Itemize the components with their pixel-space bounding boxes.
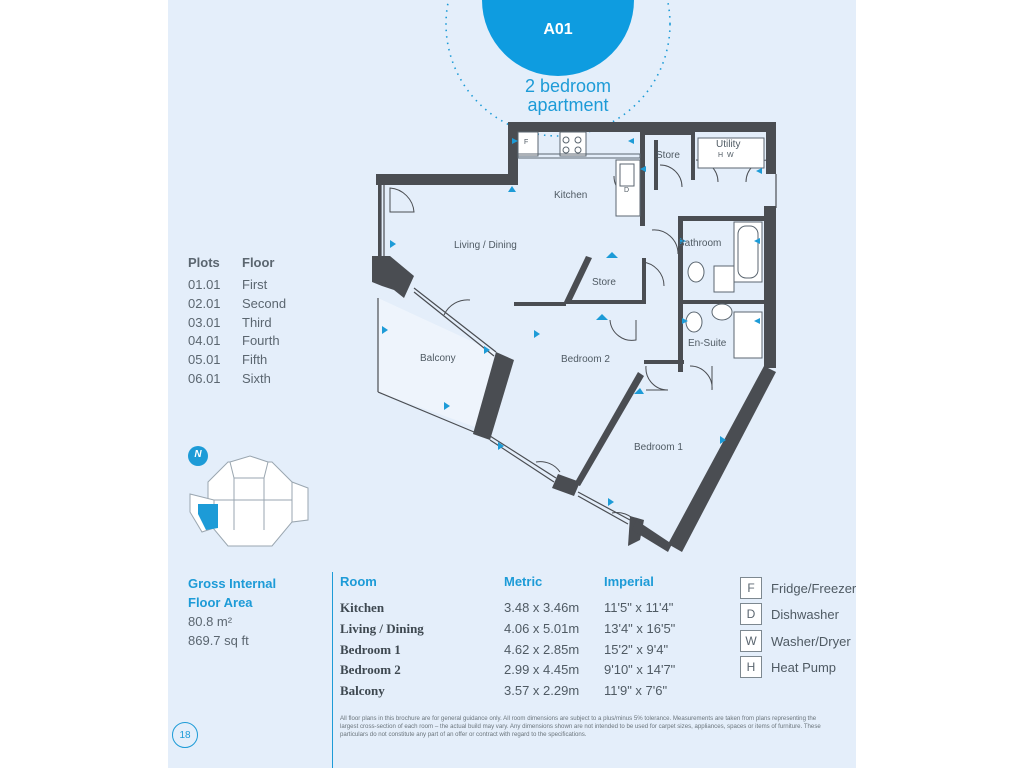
schedule-metric-column bbox=[504, 598, 579, 702]
plot-number: 04.01 bbox=[188, 333, 221, 349]
plot-number: 05.01 bbox=[188, 352, 221, 368]
label-balcony: Balcony bbox=[420, 353, 456, 364]
legend-key: W bbox=[740, 630, 762, 652]
label-store-top: Store bbox=[656, 150, 680, 161]
floor-name: Fourth bbox=[242, 333, 280, 349]
gross-area-values bbox=[188, 612, 249, 650]
schedule-header-imperial: Imperial bbox=[604, 574, 654, 589]
floors-column bbox=[242, 276, 286, 389]
unit-type-line2: apartment bbox=[527, 95, 609, 115]
plots-header: Plots bbox=[188, 255, 220, 270]
plot-number: 06.01 bbox=[188, 370, 221, 386]
label-dishwasher-mark: D bbox=[624, 187, 630, 194]
label-kitchen: Kitchen bbox=[554, 190, 588, 201]
floor-header: Floor bbox=[242, 255, 275, 270]
label-bathroom: Bathroom bbox=[678, 238, 722, 249]
label-bedroom-2: Bedroom 2 bbox=[561, 354, 610, 365]
legend-label: Dishwasher bbox=[771, 606, 839, 622]
legend-key: D bbox=[740, 603, 762, 625]
unit-type-line1: 2 bedroom bbox=[524, 76, 612, 96]
label-utility-hw: H W bbox=[718, 152, 734, 159]
room-name: Balcony bbox=[340, 683, 385, 699]
key-plan bbox=[188, 446, 308, 546]
north-label: N bbox=[194, 449, 202, 460]
page-number: 18 bbox=[172, 722, 198, 748]
gross-area-imperial: 869.7 sq ft bbox=[188, 633, 249, 648]
room-name: Bedroom 1 bbox=[340, 641, 401, 657]
schedule-header-room: Room bbox=[340, 574, 377, 589]
floor-name: First bbox=[242, 277, 268, 292]
legend-label: Heat Pump bbox=[771, 659, 837, 675]
label-bedroom-1: Bedroom 1 bbox=[634, 442, 683, 453]
unit-code: A01 bbox=[543, 21, 573, 38]
legend-label: Fridge/Freezer bbox=[771, 580, 856, 596]
room-metric: 3.48 x 3.46m bbox=[504, 600, 580, 615]
plot-number: 03.01 bbox=[188, 314, 221, 330]
floor-name: Third bbox=[242, 314, 272, 330]
room-metric: 2.99 x 4.45m bbox=[504, 662, 580, 678]
floor-name: Second bbox=[242, 295, 287, 311]
legend-item bbox=[740, 602, 839, 626]
disclaimer-text: All floor plans in this brochure are for general guidance only. All room dimensions are subject to a plus/minus 5% tolerance. Measurements are taken from plans representing the largest cross-section of each room – the actual build may vary. Any dimensions shown are not intended to be used for carpet sizes, appliances, spaces or items of furniture. These particulars do not constitute any part of an offer or contract with regard to the specifications. bbox=[340, 715, 821, 738]
label-ensuite: En-Suite bbox=[688, 338, 727, 349]
label-utility: Utility bbox=[716, 139, 741, 150]
room-imperial: 11'9" x 7'6" bbox=[604, 683, 668, 699]
gross-area-label-1: Gross Internal bbox=[188, 576, 277, 591]
label-store-mid: Store bbox=[592, 277, 616, 288]
plot-number: 02.01 bbox=[188, 295, 221, 311]
schedule-header-metric: Metric bbox=[504, 574, 543, 589]
floor-name: Sixth bbox=[242, 370, 271, 386]
room-imperial: 9'10" x 14'7" bbox=[604, 662, 676, 678]
room-name: Kitchen bbox=[340, 600, 385, 615]
room-name: Living / Dining bbox=[340, 620, 424, 636]
gross-area-metric: 80.8 m² bbox=[188, 614, 233, 629]
brochure-page bbox=[168, 0, 856, 768]
room-imperial: 13'4" x 16'5" bbox=[604, 620, 676, 636]
room-metric: 4.06 x 5.01m bbox=[504, 620, 580, 636]
room-imperial: 11'5" x 11'4" bbox=[604, 600, 674, 615]
legend-label: Washer/Dryer bbox=[771, 633, 851, 649]
room-imperial: 15'2" x 9'4" bbox=[604, 641, 669, 657]
gross-area-label-2: Floor Area bbox=[188, 595, 253, 610]
legend-key: F bbox=[740, 577, 762, 599]
plot-number: 01.01 bbox=[188, 277, 221, 292]
gross-area-heading bbox=[188, 574, 276, 612]
room-name: Bedroom 2 bbox=[340, 662, 401, 678]
schedule-imperial-column bbox=[604, 598, 675, 702]
label-fridge-mark: F bbox=[524, 139, 529, 146]
legend-item bbox=[740, 655, 836, 679]
legend-item bbox=[740, 629, 851, 653]
divider bbox=[332, 572, 333, 768]
label-living-dining: Living / Dining bbox=[454, 240, 517, 251]
plots-column bbox=[188, 276, 221, 389]
legend-key: H bbox=[740, 656, 762, 678]
schedule-room-column bbox=[340, 598, 424, 702]
room-metric: 4.62 x 2.85m bbox=[504, 641, 580, 657]
room-metric: 3.57 x 2.29m bbox=[504, 683, 580, 699]
legend-item bbox=[740, 576, 856, 600]
floor-name: Fifth bbox=[242, 352, 268, 368]
